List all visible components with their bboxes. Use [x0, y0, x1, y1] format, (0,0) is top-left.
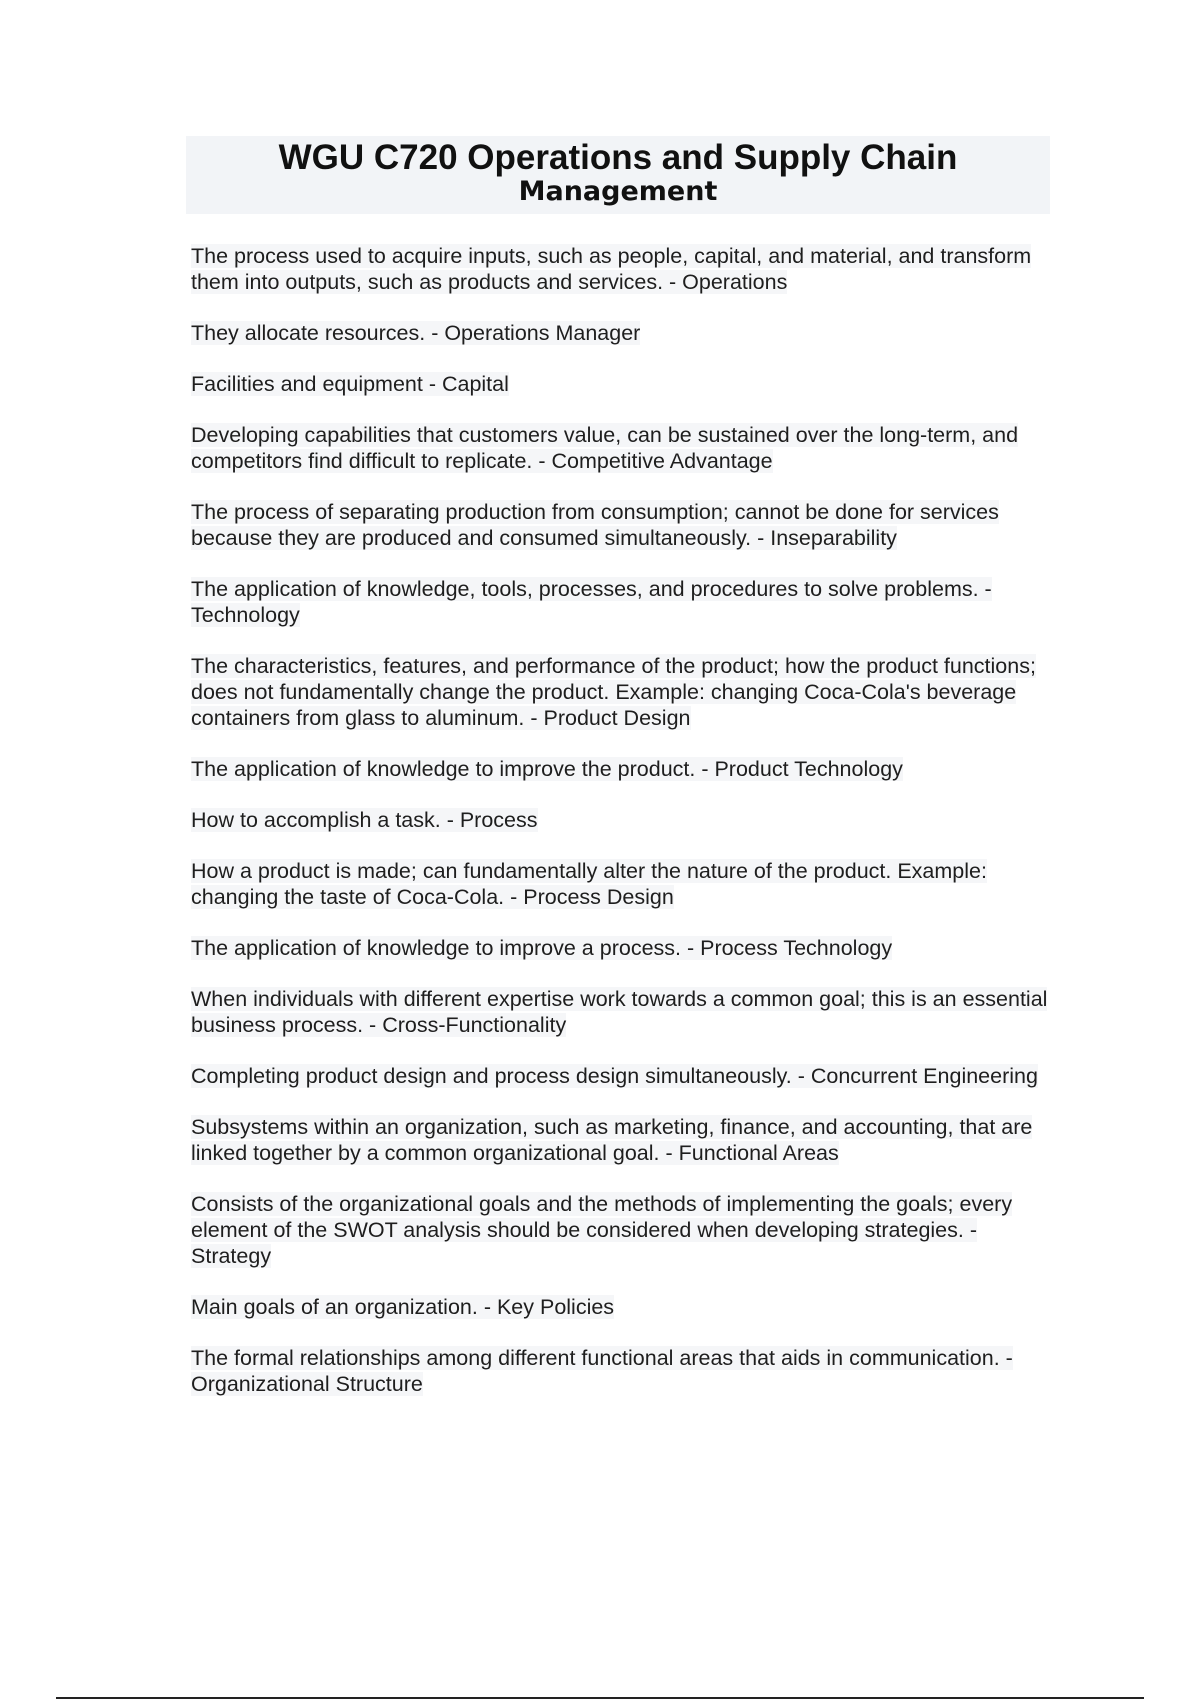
definition-text: The process used to acquire inputs, such as people, capital, and material, and transform them into outputs, such as products and services. - Operations: [191, 244, 1032, 294]
page-subtitle: Management: [518, 176, 718, 207]
definition-item: [190, 935, 1060, 961]
page-title: WGU C720 Operations and Supply Chain: [278, 138, 958, 177]
definition-list: [190, 243, 1060, 1422]
definition-item: [190, 1114, 1060, 1166]
definition-item: [190, 1063, 1060, 1089]
definition-item: [190, 576, 1060, 628]
definition-text: When individuals with different expertise work towards a common goal; this is an essential business process. - Cross-Functionality: [191, 987, 1048, 1037]
definition-text: Main goals of an organization. - Key Policies: [191, 1295, 615, 1319]
definition-item: [190, 986, 1060, 1038]
definition-text: They allocate resources. - Operations Manager: [191, 321, 641, 345]
definition-text: The application of knowledge to improve a process. - Process Technology: [191, 936, 893, 960]
definition-item: [190, 1294, 1060, 1320]
definition-item: [190, 422, 1060, 474]
definition-item: [190, 1191, 1060, 1269]
definition-text: Consists of the organizational goals and the methods of implementing the goals; every element of the SWOT analysis should be considered when developing strategies. - Strategy: [191, 1192, 1013, 1268]
definition-text: How to accomplish a task. - Process: [191, 808, 538, 832]
definition-text: The application of knowledge to improve the product. - Product Technology: [191, 757, 903, 781]
definition-item: [190, 756, 1060, 782]
definition-item: [190, 1345, 1060, 1397]
definition-item: [190, 320, 1060, 346]
definition-item: [190, 807, 1060, 833]
definition-text: Developing capabilities that customers value, can be sustained over the long-term, and competitors find difficult to replicate. - Competitive Advantage: [191, 423, 1019, 473]
footer-divider: [56, 1697, 1144, 1699]
definition-text: Completing product design and process design simultaneously. - Concurrent Engineering: [191, 1064, 1038, 1088]
definition-item: [190, 653, 1060, 731]
definition-text: The characteristics, features, and performance of the product; how the product functions; does not fundamentally change the product. Example: changing Coca-Cola's beverage containers from glass to aluminum. - Product Design: [191, 654, 1036, 730]
title-block: [186, 136, 1050, 214]
definition-text: The application of knowledge, tools, processes, and procedures to solve problems. - Technology: [191, 577, 992, 627]
definition-item: [190, 371, 1060, 397]
definition-text: Subsystems within an organization, such as marketing, finance, and accounting, that are linked together by a common organizational goal. - Functional Areas: [191, 1115, 1033, 1165]
definition-text: Facilities and equipment - Capital: [191, 372, 509, 396]
definition-text: The process of separating production from consumption; cannot be done for services because they are produced and consumed simultaneously. - Inseparability: [191, 500, 999, 550]
definition-item: [190, 243, 1060, 295]
definition-item: [190, 858, 1060, 910]
definition-text: The formal relationships among different functional areas that aids in communication. - Organizational Structure: [191, 1346, 1013, 1396]
definition-text: How a product is made; can fundamentally alter the nature of the product. Example: changing the taste of Coca-Cola. - Process Design: [191, 859, 987, 909]
definition-item: [190, 499, 1060, 551]
